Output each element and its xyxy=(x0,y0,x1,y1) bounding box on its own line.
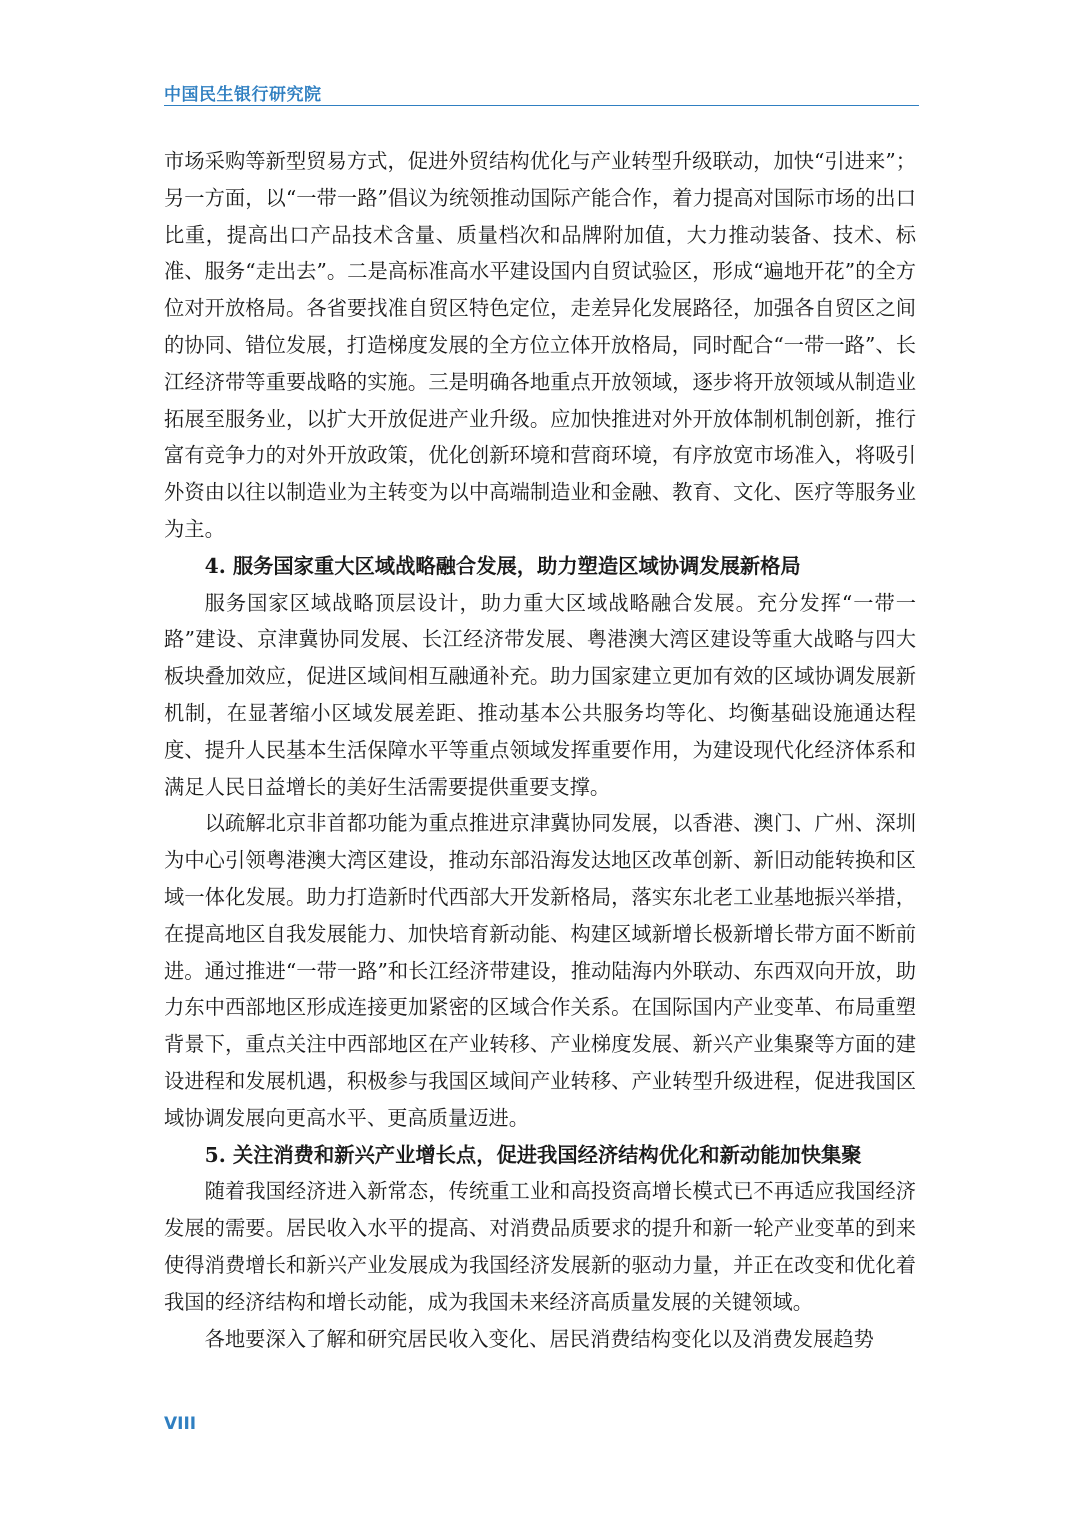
paragraph-1: 市场采购等新型贸易方式，促进外贸结构优化与产业转型升级联动，加快“引进来”；另一方面，以“一带一路”倡议为统领推动国际产能合作，着力提高对国际市场的出口比重，提高出口产品技术含量、质量档次和品牌附加值，大力推动装备、技术、标准、服务“走出去”。二是高标准高水平建设国内自贸试验区，形成“遍地开花”的全方位对开放格局。各省要找准自贸区特色定位，走差异化发展路径，加强各自贸区之间的协同、错位发展，打造梯度发展的全方位立体开放格局，同时配合“一带一路”、长江经济带等重要战略的实施。三是明确各地重点开放领域，逐步将开放领域从制造业拓展至服务业，以扩大开放促进产业升级。应加快推进对外开放体制机制创新，推行富有竞争力的对外开放政策，优化创新环境和营商环境，有序放宽市场准入，将吸引外资由以往以制造业为主转变为以中高端制造业和金融、教育、文化、医疗等服务业为主。 xyxy=(164,149,916,541)
header-divider xyxy=(164,105,919,106)
page-number: VIII xyxy=(164,1414,197,1434)
paragraph-5: 各地要深入了解和研究居民收入变化、居民消费结构变化以及消费发展趋势 xyxy=(204,1326,874,1351)
paragraph-2: 服务国家区域战略顶层设计，助力重大区域战略融合发展。充分发挥“一带一路”建设、京津冀协同发展、长江经济带发展、粤港澳大湾区建设等重大战略与四大板块叠加效应，促进区域间相互融通补充。助力国家建立更加有效的区域协调发展新机制，在显著缩小区域发展差距、推动基本公共服务均等化、均衡基础设施通达程度、提升人民基本生活保障水平等重点领域发挥重要作用，为建设现代化经济体系和满足人民日益增长的美好生活需要提供重要支撑。 xyxy=(164,590,916,799)
section-heading-4: 4. 服务国家重大区域战略融合发展，助力塑造区域协调发展新格局 xyxy=(204,553,801,578)
section-heading-5: 5. 关注消费和新兴产业增长点，促进我国经济结构优化和新动能加快集聚 xyxy=(204,1142,862,1167)
paragraph-4: 随着我国经济进入新常态，传统重工业和高投资高增长模式已不再适应我国经济发展的需要。居民收入水平的提高、对消费品质要求的提升和新一轮产业变革的到来使得消费增长和新兴产业发展成为我国经济发展新的驱动力量，并正在改变和优化着我国的经济结构和增长动能，成为我国未来经济高质量发展的关键领域。 xyxy=(164,1179,916,1314)
paragraph-3: 以疏解北京非首都功能为重点推进京津冀协同发展，以香港、澳门、广州、深圳为中心引领粤港澳大湾区建设，推动东部沿海发达地区改革创新、新旧动能转换和区域一体化发展。助力打造新时代西部大开发新格局，落实东北老工业基地振兴举措，在提高地区自我发展能力、加快培育新动能、构建区域新增长极新增长带方面不断前进。通过推进“一带一路”和长江经济带建设，推动陆海内外联动、东西双向开放，助力东中西部地区形成连接更加紧密的区域合作关系。在国际国内产业变革、布局重塑背景下，重点关注中西部地区在产业转移、产业梯度发展、新兴产业集聚等方面的建设进程和发展机遇，积极参与我国区域间产业转移、产业转型升级进程，促进我国区域协调发展向更高水平、更高质量迈进。 xyxy=(164,811,916,1130)
header-title: 中国民生银行研究院 xyxy=(164,85,322,105)
document-body xyxy=(164,143,916,1357)
